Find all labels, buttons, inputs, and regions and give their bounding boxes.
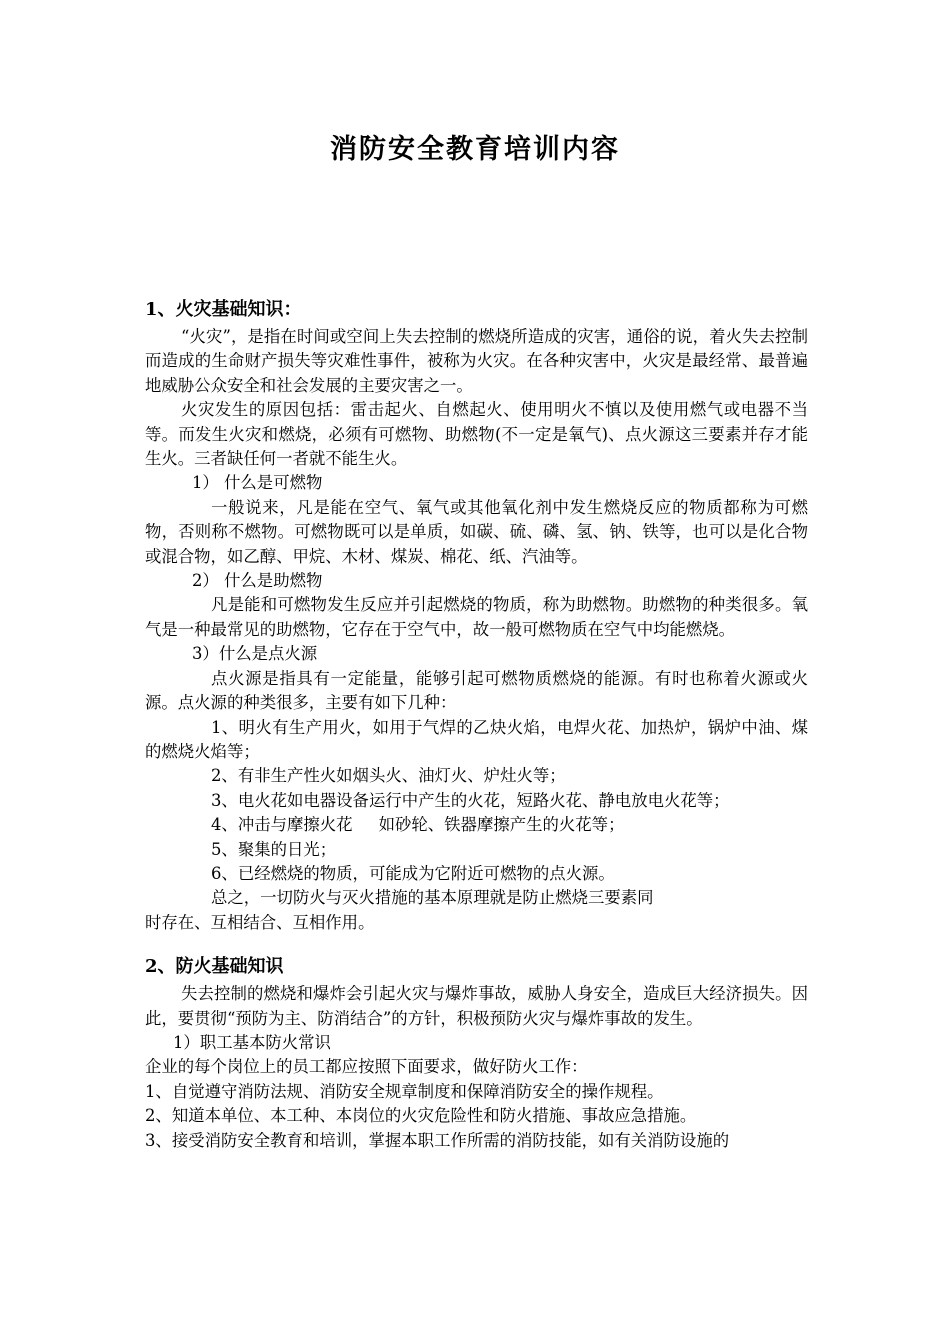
subsection-2-body: 凡是能和可燃物发生反应并引起燃烧的物质，称为助燃物。助燃物的种类很多。氧气是一种最常见的助燃物，它存在于空气中，故一般可燃物质在空气中均能燃烧。 (145, 595, 808, 639)
summary-line-1: 总之，一切防火与灭火措施的基本原理就是防止燃烧三要素同 (211, 888, 654, 908)
section-1-paragraph-2: 火灾发生的原因包括：雷击起火、自燃起火、使用明火不慎以及使用燃气或电器不当等。而发生火灾和燃烧，必须有可燃物、助燃物(不一定是氧气)、点火源这三要素并存才能生火。三者缺任何一者就不能生火。 (145, 400, 808, 469)
fire-prevention-item-2: 2、知道本单位、本工种、本岗位的火灾危险性和防火措施、事故应急措施。 (145, 1106, 697, 1126)
fire-prevention-item-1: 1、自觉遵守消防法规、消防安全规章制度和保障消防安全的操作规程。 (145, 1081, 664, 1101)
summary-line-2: 时存在、互相结合、互相作用。 (145, 912, 375, 932)
fire-prevention-item-3: 3、接受消防安全教育和培训，掌握本职工作所需的消防技能，如有关消防设施的 (145, 1130, 730, 1150)
ignition-source-item-4: 4、冲击与摩擦火花 如砂轮、铁器摩擦产生的火花等； (211, 815, 625, 835)
ignition-source-item-6: 6、已经燃烧的物质，可能成为它附近可燃物的点火源。 (211, 863, 615, 883)
section-2-paragraph-1: 失去控制的燃烧和爆炸会引起火灾与爆炸事故，威胁人身安全，造成巨大经济损失。因此，要贯彻“预防为主、防消结合”的方针，积极预防火灾与爆炸事故的发生。 (145, 984, 808, 1028)
subsection-1-title: 1） 什么是可燃物 (192, 473, 323, 493)
document-body (145, 295, 808, 1153)
subsection-3-title: 3）什么是点火源 (192, 644, 318, 664)
section-2-subsection-1-title: 1）职工基本防火常识 (173, 1032, 331, 1052)
section-1-paragraph-1: “火灾”，是指在时间或空间上失去控制的燃烧所造成的灾害，通俗的说，着火失去控制而造成的生命财产损失等灾难性事件，被称为火灾。在各种灾害中，火灾是最经常、最普遍地威胁公众安全和社会发展的主要灾害之一。 (145, 327, 808, 395)
subsection-2-title: 2） 什么是助燃物 (192, 571, 323, 591)
ignition-source-item-3: 3、电火花如电器设备运行中产生的火花，短路火花、静电放电火花等； (211, 790, 730, 810)
section-2-intro: 企业的每个岗位上的员工都应按照下面要求，做好防火工作： (145, 1057, 588, 1077)
subsection-3-body: 点火源是指具有一定能量，能够引起可燃物质燃烧的能源。有时也称着火源或火源。点火源的种类很多，主要有如下几种： (145, 668, 808, 713)
ignition-source-item-1: 1、明火有生产用火，如用于气焊的乙炔火焰，电焊火花、加热炉，锅炉中油、煤的燃烧火焰等； (145, 717, 808, 761)
subsection-1-body: 一般说来，凡是能在空气、氧气或其他氧化剂中发生燃烧反应的物质都称为可燃物，否则称不燃物。可燃物既可以是单质，如碳、硫、磷、氢、钠、铁等，也可以是化合物或混合物，如乙醇、甲烷、木材、煤炭、棉花、纸、汽油等。 (145, 497, 808, 566)
section-2-heading: 2、防火基础知识 (145, 956, 284, 978)
ignition-source-item-5: 5、聚集的日光； (211, 839, 337, 859)
page-title: 消防安全教育培训内容 (330, 134, 620, 165)
ignition-source-item-2: 2、有非生产性火如烟头火、油灯火、炉灶火等； (211, 766, 566, 786)
section-1-heading: 1、火灾基础知识： (145, 299, 302, 320)
